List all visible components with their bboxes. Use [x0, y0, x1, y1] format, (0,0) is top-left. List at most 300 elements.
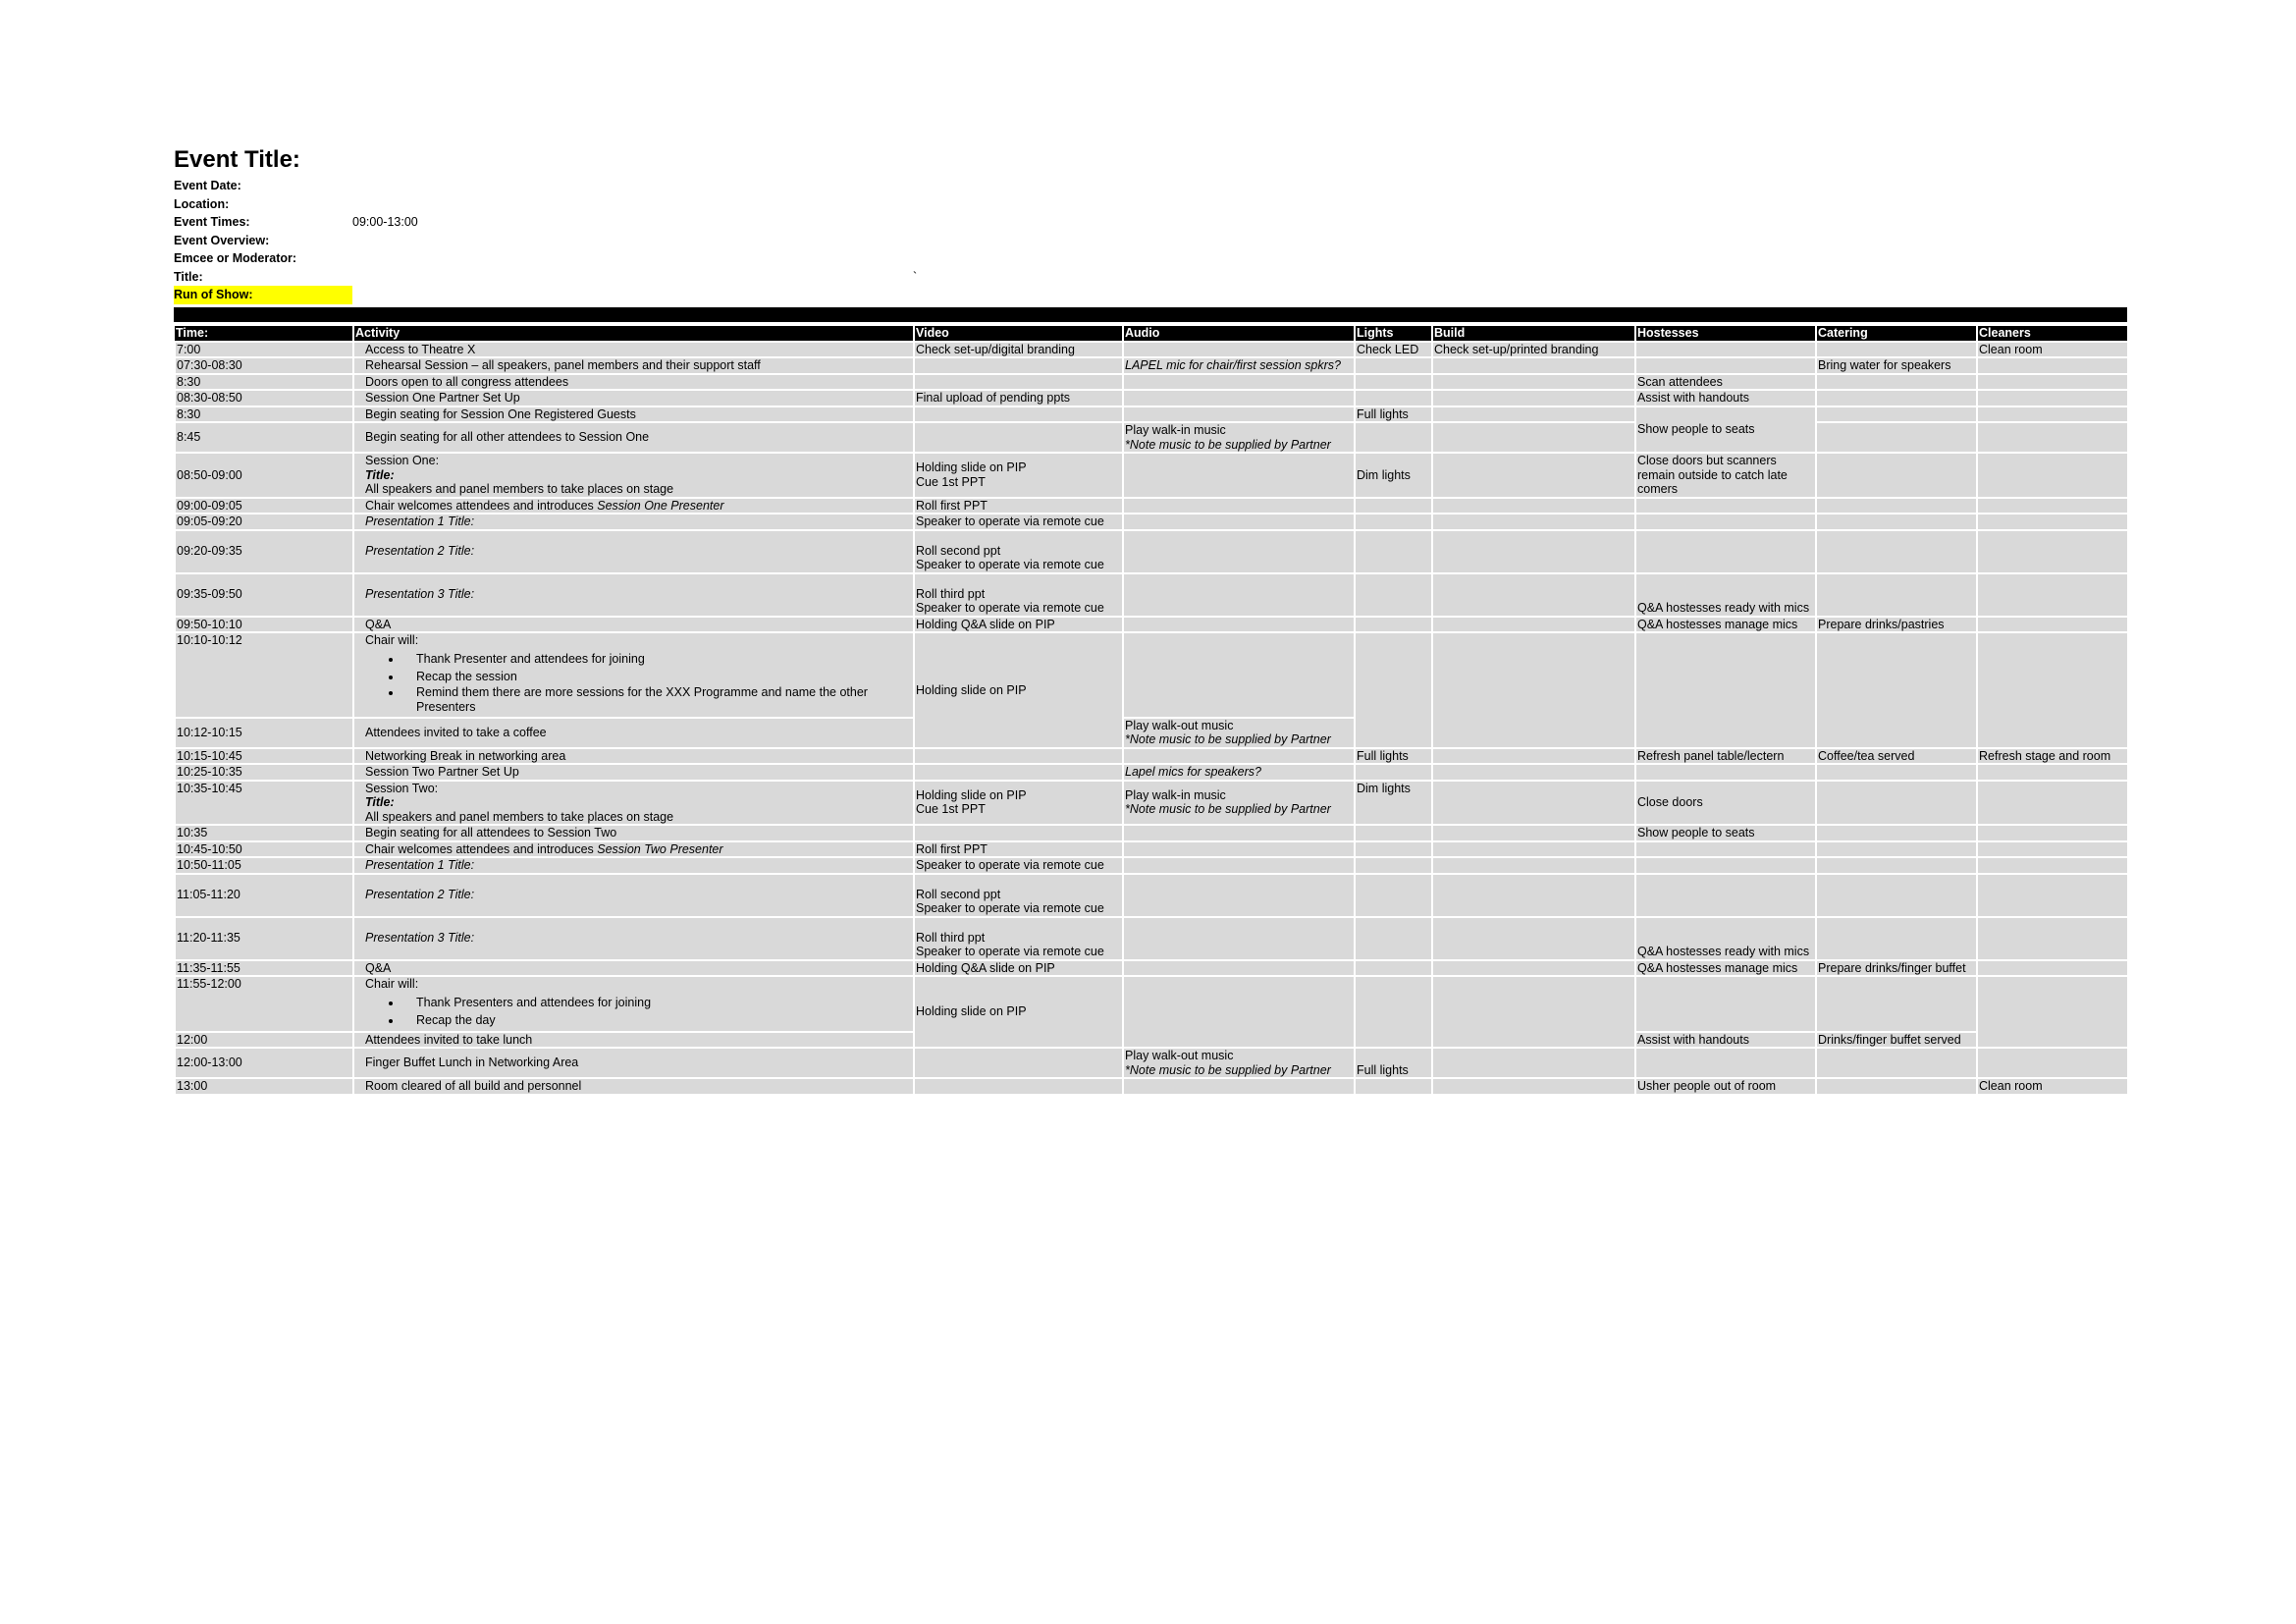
col-header-video: Video — [914, 326, 1123, 342]
audio-line: Play walk-out music — [1125, 718, 1234, 732]
catering-cell — [1816, 917, 1977, 960]
table-row — [175, 617, 2128, 633]
catering-cell — [1816, 374, 1977, 391]
table-row — [175, 422, 2128, 453]
activity-line: Session Two: — [365, 781, 439, 795]
bullet-list — [365, 994, 912, 1029]
title-row — [174, 268, 2127, 287]
activity-presenter: Session One Presenter — [597, 498, 724, 513]
video-cell: Holding slide on PIP — [914, 632, 1123, 748]
table-row — [175, 825, 2128, 841]
catering-cell — [1816, 976, 1977, 1032]
table-row — [175, 960, 2128, 977]
audio-cell — [1123, 748, 1355, 765]
catering-cell — [1816, 1078, 1977, 1095]
activity-cell — [353, 841, 914, 858]
lights-cell: Full lights — [1355, 1048, 1432, 1078]
catering-cell — [1816, 841, 1977, 858]
time-cell: 11:20-11:35 — [175, 917, 353, 960]
cleaners-cell — [1977, 406, 2128, 423]
build-cell — [1432, 841, 1635, 858]
hostesses-cell: Assist with handouts — [1635, 1032, 1816, 1049]
video-line: Speaker to operate via remote cue — [916, 558, 1104, 571]
activity-cell: Q&A — [353, 960, 914, 977]
hostesses-cell — [1635, 764, 1816, 781]
audio-cell — [1123, 825, 1355, 841]
cleaners-cell — [1977, 390, 2128, 406]
video-line: Roll second ppt — [916, 887, 1001, 901]
video-cell — [914, 1048, 1123, 1078]
build-cell — [1432, 632, 1635, 748]
col-header-catering: Catering — [1816, 326, 1977, 342]
catering-cell: Drinks/finger buffet served — [1816, 1032, 1977, 1049]
time-cell: 09:20-09:35 — [175, 530, 353, 573]
time-cell: 07:30-08:30 — [175, 357, 353, 374]
catering-cell — [1816, 406, 1977, 423]
hostesses-cell — [1635, 857, 1816, 874]
video-cell: Roll first PPT — [914, 841, 1123, 858]
overview-row — [174, 232, 2127, 250]
lights-cell: Full lights — [1355, 748, 1432, 765]
video-cell — [914, 573, 1123, 617]
cleaners-cell — [1977, 573, 2128, 617]
hostesses-cell — [1635, 530, 1816, 573]
hostesses-cell — [1635, 514, 1816, 530]
build-cell — [1432, 422, 1635, 453]
lights-cell: Dim lights — [1355, 453, 1432, 498]
activity-cell: Presentation 3 Title: — [353, 917, 914, 960]
event-date-label: Event Date: — [174, 179, 241, 192]
lights-cell — [1355, 374, 1432, 391]
build-cell — [1432, 960, 1635, 977]
activity-cell: Networking Break in networking area — [353, 748, 914, 765]
activity-text: Chair welcomes attendees and introduces — [365, 841, 598, 856]
event-title: Event Title: — [174, 146, 300, 173]
activity-line: Session One: — [365, 454, 440, 467]
lights-cell — [1355, 617, 1432, 633]
activity-line: Chair will: — [365, 977, 419, 991]
activity-title-line: Title: — [365, 467, 395, 482]
table-header-row — [175, 326, 2128, 342]
hostesses-cell: Assist with handouts — [1635, 390, 1816, 406]
video-line: Holding slide on PIP — [916, 787, 1027, 802]
table-row — [175, 764, 2128, 781]
cleaners-cell — [1977, 632, 2128, 748]
build-cell — [1432, 825, 1635, 841]
cleaners-cell — [1977, 498, 2128, 514]
build-cell — [1432, 857, 1635, 874]
audio-cell — [1123, 498, 1355, 514]
time-cell: 8:30 — [175, 406, 353, 423]
hostesses-cell: Show people to seats — [1635, 825, 1816, 841]
catering-cell: Prepare drinks/pastries — [1816, 617, 1977, 633]
table-row — [175, 632, 2128, 718]
lights-cell — [1355, 498, 1432, 514]
lights-cell: Dim lights — [1355, 781, 1432, 826]
video-cell: Holding Q&A slide on PIP — [914, 960, 1123, 977]
audio-cell — [1123, 917, 1355, 960]
build-cell — [1432, 498, 1635, 514]
event-times-value: 09:00-13:00 — [352, 215, 418, 229]
lights-cell — [1355, 960, 1432, 977]
hostesses-cell — [1635, 632, 1816, 748]
col-header-time: Time: — [175, 326, 353, 342]
audio-cell — [1123, 976, 1355, 1048]
time-cell: 09:05-09:20 — [175, 514, 353, 530]
cleaners-cell — [1977, 960, 2128, 977]
hostesses-cell: Scan attendees — [1635, 374, 1816, 391]
lights-cell — [1355, 917, 1432, 960]
hostesses-cell — [1635, 874, 1816, 917]
event-times-row — [174, 213, 2127, 232]
catering-cell — [1816, 530, 1977, 573]
lights-cell — [1355, 530, 1432, 573]
cleaners-cell — [1977, 874, 2128, 917]
run-of-show-row — [174, 286, 2127, 304]
hostesses-cell: Close doors — [1635, 781, 1816, 826]
table-row — [175, 342, 2128, 358]
build-cell — [1432, 617, 1635, 633]
hostesses-cell — [1635, 342, 1816, 358]
video-cell — [914, 764, 1123, 781]
table-row — [175, 917, 2128, 960]
hostesses-cell: Usher people out of room — [1635, 1078, 1816, 1095]
table-row — [175, 573, 2128, 617]
activity-title-line: Title: — [365, 795, 395, 809]
catering-cell — [1816, 573, 1977, 617]
build-cell: Check set-up/printed branding — [1432, 342, 1635, 358]
divider-bar — [174, 307, 2127, 322]
activity-cell — [353, 781, 914, 826]
activity-cell: Presentation 3 Title: — [353, 573, 914, 617]
build-cell — [1432, 748, 1635, 765]
hostesses-cell — [1635, 976, 1816, 1032]
lights-cell — [1355, 825, 1432, 841]
cleaners-cell — [1977, 530, 2128, 573]
activity-cell — [353, 453, 914, 498]
video-cell — [914, 825, 1123, 841]
time-cell: 10:25-10:35 — [175, 764, 353, 781]
audio-cell — [1123, 718, 1355, 748]
audio-cell — [1123, 374, 1355, 391]
catering-cell — [1816, 422, 1977, 453]
lights-cell — [1355, 1078, 1432, 1095]
cleaners-cell — [1977, 374, 2128, 391]
time-cell: 10:15-10:45 — [175, 748, 353, 765]
build-cell — [1432, 874, 1635, 917]
col-header-activity: Activity — [353, 326, 914, 342]
build-cell — [1432, 357, 1635, 374]
video-cell — [914, 374, 1123, 391]
hostesses-cell: Q&A hostesses manage mics — [1635, 617, 1816, 633]
catering-cell: Coffee/tea served — [1816, 748, 1977, 765]
catering-cell: Bring water for speakers — [1816, 357, 1977, 374]
audio-cell — [1123, 1048, 1355, 1078]
hostesses-cell — [1635, 1048, 1816, 1078]
build-cell — [1432, 374, 1635, 391]
lights-cell — [1355, 976, 1432, 1048]
table-row — [175, 781, 2128, 826]
activity-cell: Presentation 1 Title: — [353, 514, 914, 530]
lights-cell — [1355, 422, 1432, 453]
audio-cell — [1123, 406, 1355, 423]
build-cell — [1432, 781, 1635, 826]
time-cell: 11:35-11:55 — [175, 960, 353, 977]
catering-cell: Prepare drinks/finger buffet — [1816, 960, 1977, 977]
time-cell: 12:00-13:00 — [175, 1048, 353, 1078]
audio-cell — [1123, 857, 1355, 874]
title-label: Title: — [174, 269, 203, 284]
audio-cell — [1123, 514, 1355, 530]
lights-cell — [1355, 874, 1432, 917]
cleaners-cell — [1977, 976, 2128, 1048]
time-cell: 10:35 — [175, 825, 353, 841]
activity-line: All speakers and panel members to take places on stage — [365, 809, 674, 824]
audio-cell — [1123, 960, 1355, 977]
catering-cell — [1816, 498, 1977, 514]
catering-cell — [1816, 342, 1977, 358]
build-cell — [1432, 1048, 1635, 1078]
audio-cell — [1123, 422, 1355, 453]
video-cell: Roll first PPT — [914, 498, 1123, 514]
run-of-show-sheet — [174, 145, 2127, 1096]
col-header-audio: Audio — [1123, 326, 1355, 342]
audio-cell — [1123, 453, 1355, 498]
video-line: Speaker to operate via remote cue — [916, 901, 1104, 915]
time-cell: 12:00 — [175, 1032, 353, 1049]
catering-cell — [1816, 781, 1977, 826]
time-cell: 8:30 — [175, 374, 353, 391]
catering-cell — [1816, 632, 1977, 748]
build-cell — [1432, 1078, 1635, 1095]
build-cell — [1432, 573, 1635, 617]
list-item: • Remind them there are more sessions for the XXX Programme and name the other Presenters — [402, 685, 912, 715]
table-row — [175, 514, 2128, 530]
time-cell: 8:45 — [175, 422, 353, 453]
time-cell: 10:10-10:12 — [175, 632, 353, 718]
video-line: Holding slide on PIP — [916, 460, 1027, 475]
cleaners-cell: Clean room — [1977, 1078, 2128, 1095]
video-line: Roll second ppt — [916, 543, 1001, 558]
lights-cell — [1355, 857, 1432, 874]
video-line: Roll third ppt — [916, 586, 986, 601]
cleaners-cell — [1977, 422, 2128, 453]
cleaners-cell — [1977, 781, 2128, 826]
audio-cell: LAPEL mic for chair/first session spkrs? — [1123, 357, 1355, 374]
build-cell — [1432, 514, 1635, 530]
video-line: Speaker to operate via remote cue — [916, 601, 1104, 615]
hostesses-cell: Close doors but scanners remain outside to catch late comers — [1635, 453, 1816, 498]
lights-cell — [1355, 514, 1432, 530]
audio-cell — [1123, 1078, 1355, 1095]
emcee-label: Emcee or Moderator: — [174, 251, 297, 265]
col-header-cleaners: Cleaners — [1977, 326, 2128, 342]
video-line: Speaker to operate via remote cue — [916, 945, 1104, 958]
col-header-hostesses: Hostesses — [1635, 326, 1816, 342]
video-cell — [914, 781, 1123, 826]
build-cell — [1432, 530, 1635, 573]
activity-cell — [353, 976, 914, 1032]
table-row — [175, 530, 2128, 573]
cleaners-cell — [1977, 825, 2128, 841]
run-of-show-label: Run of Show: — [174, 286, 352, 304]
table-row — [175, 453, 2128, 498]
activity-cell: Session One Partner Set Up — [353, 390, 914, 406]
audio-line: Play walk-in music — [1125, 423, 1226, 437]
lights-cell — [1355, 764, 1432, 781]
table-row — [175, 1048, 2128, 1078]
video-cell: Check set-up/digital branding — [914, 342, 1123, 358]
audio-cell — [1123, 617, 1355, 633]
time-cell: 09:35-09:50 — [175, 573, 353, 617]
time-cell: 08:50-09:00 — [175, 453, 353, 498]
activity-cell: Access to Theatre X — [353, 342, 914, 358]
time-cell: 10:45-10:50 — [175, 841, 353, 858]
lights-cell — [1355, 573, 1432, 617]
activity-presenter: Session Two Presenter — [597, 841, 723, 856]
hostesses-cell: Show people to seats — [1635, 406, 1816, 454]
activity-cell: Rehearsal Session – all speakers, panel members and their support staff — [353, 357, 914, 374]
video-cell — [914, 530, 1123, 573]
table-row — [175, 406, 2128, 423]
cleaners-cell — [1977, 617, 2128, 633]
time-cell: 08:30-08:50 — [175, 390, 353, 406]
audio-cell — [1123, 632, 1355, 718]
video-cell — [914, 406, 1123, 423]
activity-line: Chair will: — [365, 633, 419, 647]
hostesses-cell: Q&A hostesses manage mics — [1635, 960, 1816, 977]
table-row — [175, 390, 2128, 406]
time-cell: 09:00-09:05 — [175, 498, 353, 514]
audio-note: *Note music to be supplied by Partner — [1125, 802, 1331, 817]
audio-cell — [1123, 781, 1355, 826]
activity-line: All speakers and panel members to take places on stage — [365, 482, 674, 496]
emcee-row — [174, 249, 2127, 268]
time-cell: 10:12-10:15 — [175, 718, 353, 748]
time-cell: 11:05-11:20 — [175, 874, 353, 917]
run-of-show-table — [174, 326, 2129, 1096]
audio-cell — [1123, 841, 1355, 858]
activity-cell: Room cleared of all build and personnel — [353, 1078, 914, 1095]
video-cell: Holding Q&A slide on PIP — [914, 617, 1123, 633]
audio-line: Play walk-in music — [1125, 787, 1226, 802]
activity-cell — [353, 498, 914, 514]
catering-cell — [1816, 874, 1977, 917]
title-value: ` — [913, 269, 918, 284]
catering-cell — [1816, 764, 1977, 781]
time-cell: 09:50-10:10 — [175, 617, 353, 633]
video-line: Cue 1st PPT — [916, 474, 986, 489]
time-cell: 10:35-10:45 — [175, 781, 353, 826]
video-cell: Speaker to operate via remote cue — [914, 514, 1123, 530]
activity-cell: Doors open to all congress attendees — [353, 374, 914, 391]
cleaners-cell — [1977, 841, 2128, 858]
video-cell — [914, 357, 1123, 374]
video-cell: Holding slide on PIP — [914, 976, 1123, 1048]
lights-cell: Full lights — [1355, 406, 1432, 423]
activity-cell: Finger Buffet Lunch in Networking Area — [353, 1048, 914, 1078]
video-cell — [914, 874, 1123, 917]
hostesses-cell — [1635, 357, 1816, 374]
table-row — [175, 1078, 2128, 1095]
col-header-build: Build — [1432, 326, 1635, 342]
table-row — [175, 748, 2128, 765]
catering-cell — [1816, 1048, 1977, 1078]
build-cell — [1432, 917, 1635, 960]
build-cell — [1432, 976, 1635, 1048]
audio-cell — [1123, 390, 1355, 406]
activity-cell: Attendees invited to take lunch — [353, 1032, 914, 1049]
video-line: Roll third ppt — [916, 930, 986, 945]
audio-cell — [1123, 573, 1355, 617]
list-item: • Recap the day — [402, 1011, 912, 1029]
activity-cell — [353, 632, 914, 718]
table-row — [175, 874, 2128, 917]
audio-cell — [1123, 342, 1355, 358]
hostesses-cell: Q&A hostesses ready with mics — [1635, 573, 1816, 617]
activity-cell: Attendees invited to take a coffee — [353, 718, 914, 748]
table-row — [175, 841, 2128, 858]
build-cell — [1432, 406, 1635, 423]
cleaners-cell — [1977, 857, 2128, 874]
location-label: Location: — [174, 196, 230, 211]
cleaners-cell: Clean room — [1977, 342, 2128, 358]
video-cell — [914, 917, 1123, 960]
table-row — [175, 357, 2128, 374]
bullet-list — [365, 650, 912, 715]
activity-cell: Begin seating for Session One Registered Guests — [353, 406, 914, 423]
activity-cell: Presentation 1 Title: — [353, 857, 914, 874]
audio-cell: Lapel mics for speakers? — [1123, 764, 1355, 781]
catering-cell — [1816, 453, 1977, 498]
event-times-label: Event Times: — [174, 215, 250, 229]
hostesses-cell: Refresh panel table/lectern — [1635, 748, 1816, 765]
build-cell — [1432, 390, 1635, 406]
catering-cell — [1816, 514, 1977, 530]
activity-cell: Begin seating for all other attendees to Session One — [353, 422, 914, 453]
table-row — [175, 857, 2128, 874]
hostesses-cell — [1635, 841, 1816, 858]
catering-cell — [1816, 390, 1977, 406]
list-item: • Recap the session — [402, 668, 912, 685]
lights-cell — [1355, 390, 1432, 406]
activity-cell: Presentation 2 Title: — [353, 530, 914, 573]
audio-note: *Note music to be supplied by Partner — [1125, 437, 1331, 452]
cleaners-cell — [1977, 453, 2128, 498]
table-row — [175, 976, 2128, 1032]
table-row — [175, 374, 2128, 391]
audio-cell — [1123, 874, 1355, 917]
video-line: Cue 1st PPT — [916, 802, 986, 817]
audio-cell — [1123, 530, 1355, 573]
location-row — [174, 195, 2127, 214]
video-cell — [914, 1078, 1123, 1095]
cleaners-cell — [1977, 1048, 2128, 1078]
catering-cell — [1816, 825, 1977, 841]
cleaners-cell — [1977, 514, 2128, 530]
cleaners-cell — [1977, 917, 2128, 960]
hostesses-cell — [1635, 498, 1816, 514]
build-cell — [1432, 453, 1635, 498]
catering-cell — [1816, 857, 1977, 874]
activity-cell: Presentation 2 Title: — [353, 874, 914, 917]
audio-line: Play walk-out music — [1125, 1049, 1234, 1062]
video-cell — [914, 422, 1123, 453]
list-item: • Thank Presenter and attendees for joining — [402, 650, 912, 668]
lights-cell — [1355, 841, 1432, 858]
audio-note: *Note music to be supplied by Partner — [1125, 732, 1331, 746]
activity-cell: Q&A — [353, 617, 914, 633]
